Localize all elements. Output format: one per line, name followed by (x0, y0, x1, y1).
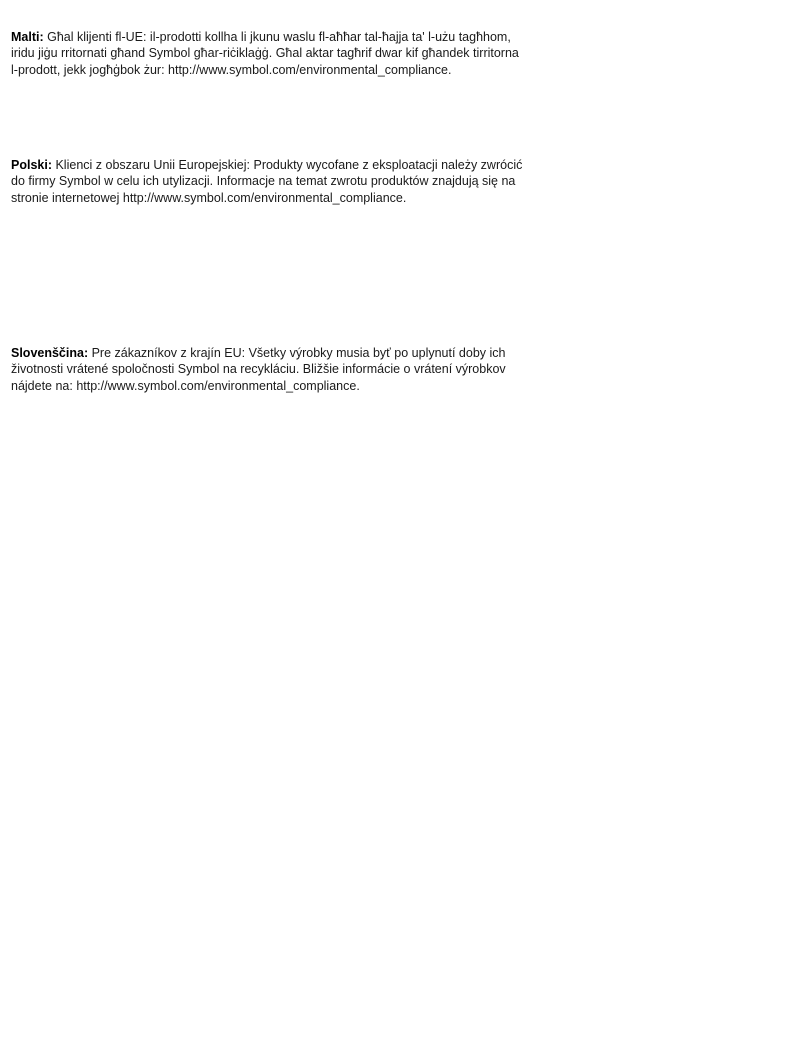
section-line: do firmy Symbol w celu ich utylizacji. Informacje na temat zwrotu produktów znajdują się na (11, 174, 516, 189)
section-slovenscina (11, 345, 571, 394)
section-text: Għal klijenti fl-UE: il-prodotti kollha li jkunu waslu fl-aħħar tal-ħajja ta' l-użu tagħhom, (43, 30, 511, 44)
section-text: Klienci z obszaru Unii Europejskiej: Produkty wycofane z eksploatacji należy zwrócić (52, 158, 523, 172)
section-line (11, 157, 571, 173)
section-line: nájdete na: http://www.symbol.com/environmental_compliance. (11, 378, 360, 393)
section-malti (11, 29, 571, 78)
language-label: Slovenščina: (11, 346, 89, 360)
section-line: l-prodott, jekk jogħġbok żur: http://www.symbol.com/environmental_compliance. (11, 62, 452, 77)
section-line (11, 345, 571, 361)
language-label: Malti: (11, 30, 44, 44)
section-line: iridu jiġu rritornati għand Symbol għar-riċiklaġġ. Għal aktar tagħrif dwar kif għandek tirritorna (11, 46, 519, 61)
section-text: Pre zákazníkov z krajín EU: Všetky výrobky musia byť po uplynutí doby ich (88, 346, 506, 360)
section-line: stronie internetowej http://www.symbol.com/environmental_compliance. (11, 190, 407, 205)
section-line: životnosti vrátené spoločnosti Symbol na recykláciu. Bližšie informácie o vrátení výrobkov (11, 362, 506, 377)
language-label: Polski: (11, 158, 52, 172)
section-polski (11, 157, 571, 206)
section-line (11, 29, 571, 45)
